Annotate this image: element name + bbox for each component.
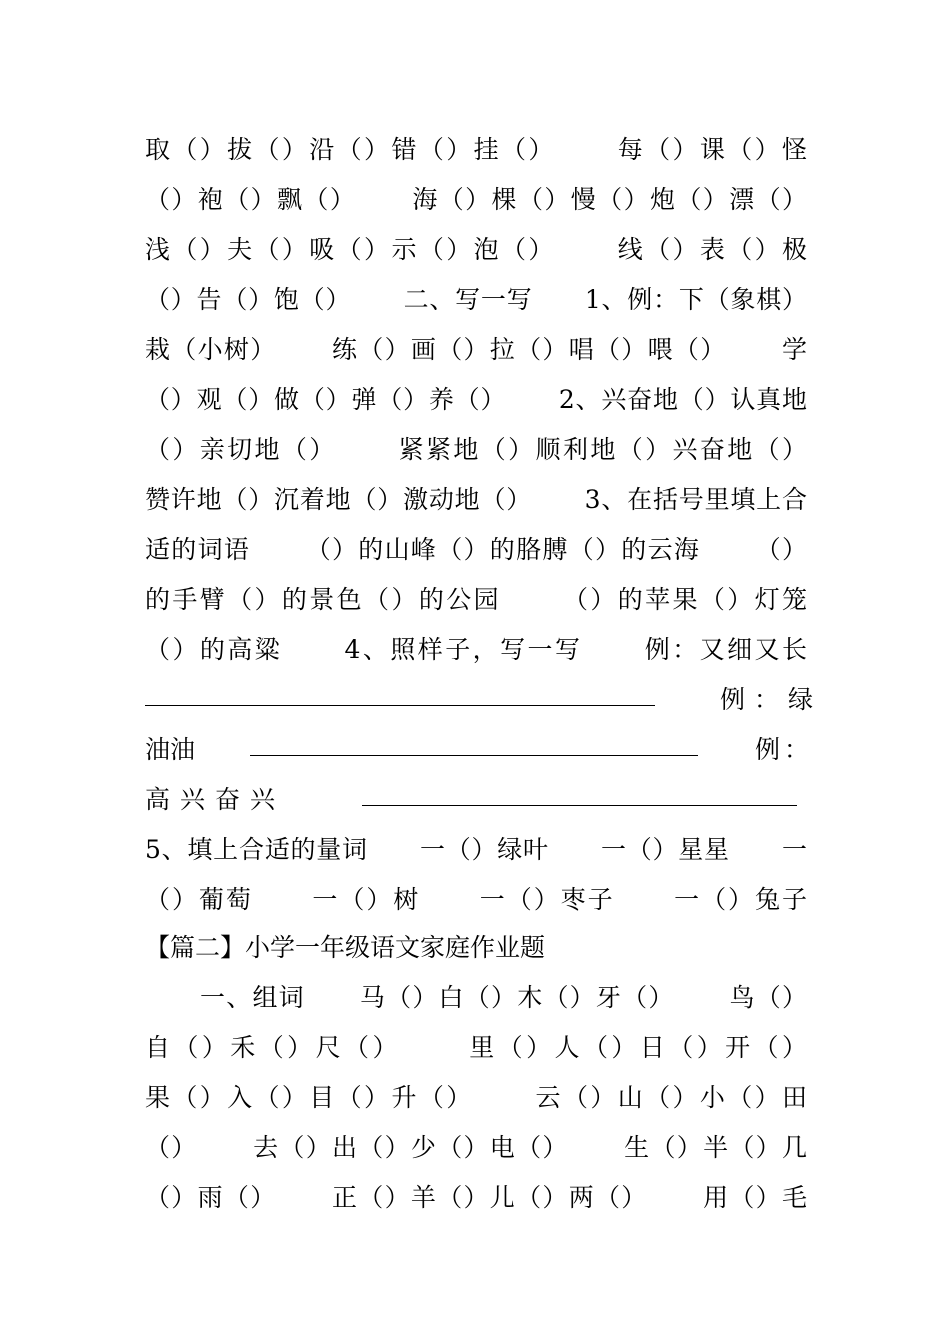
text-line-6: （）观（）做（）弹（）养（） 2、兴奋地（）认真地: [145, 385, 807, 414]
section-two-line-2: 自（）禾（）尺（） 里（）人（）日（）开（）: [145, 1033, 807, 1062]
section-two-line-1: 一、组词 马（）白（）木（）牙（） 鸟（）: [145, 983, 807, 1012]
answer-blank-line-2: [250, 755, 698, 756]
example-word-1: 油油: [145, 735, 196, 764]
section-heading: 【篇二】小学一年级语文家庭作业题: [145, 933, 546, 962]
text-line-8: 赞许地（）沉着地（）激动地（） 3、在括号里填上合: [145, 485, 807, 514]
example-label-1: 例：绿: [720, 685, 823, 714]
text-line-7: （）亲切地（） 紧紧地（）顺利地（）兴奋地（）: [145, 435, 807, 464]
section-two-line-3: 果（）入（）目（）升（） 云（）山（）小（）田: [145, 1083, 807, 1112]
text-line-10: 的手臂（）的景色（）的公园 （）的苹果（）灯笼: [145, 585, 807, 614]
example-word-2: 高兴奋兴: [145, 785, 286, 814]
text-line-11: （）的高粱 4、照样子，写一写 例：又细又长: [145, 635, 807, 664]
section-two-line-4: （） 去（）出（）少（）电（） 生（）半（）几: [145, 1133, 807, 1162]
answer-blank-line-1: [145, 705, 655, 706]
text-line-1: 取（）拔（）沿（）错（）挂（） 每（）课（）怪: [145, 135, 807, 164]
text-line-3: 浅（）夫（）吸（）示（）泡（） 线（）表（）极: [145, 235, 807, 264]
text-line-4: （）告（）饱（） 二、写一写 1、例：下（象棋）: [145, 285, 807, 314]
example-label-2: 例：: [755, 735, 814, 764]
text-line-9: 适的词语 （）的山峰（）的胳膊（）的云海 （）: [145, 535, 807, 564]
answer-blank-line-3: [362, 805, 797, 806]
text-line-15: 5、填上合适的量词 一（）绿叶 一（）星星 一: [145, 835, 807, 864]
text-line-5: 栽（小树） 练（）画（）拉（）唱（）喂（） 学: [145, 335, 807, 364]
text-line-2: （）袍（）飘（） 海（）棵（）慢（）炮（）漂（）: [145, 185, 807, 214]
section-two-line-5: （）雨（） 正（）羊（）儿（）两（） 用（）毛: [145, 1183, 807, 1212]
text-line-16: （）葡萄 一（）树 一（）枣子 一（）兔子: [145, 885, 807, 914]
